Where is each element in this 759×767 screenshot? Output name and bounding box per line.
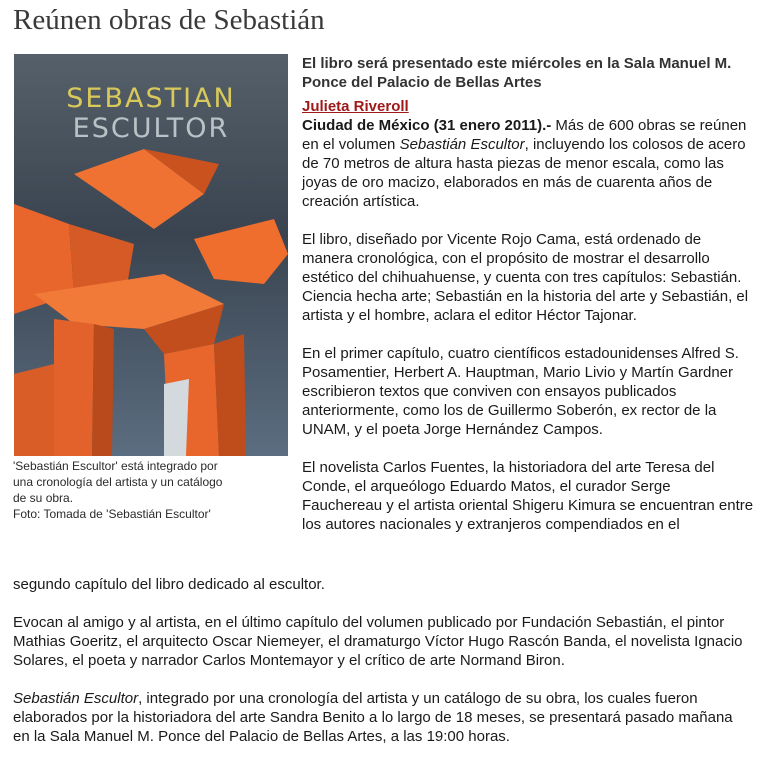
paragraph-4-continued: segundo capítulo del libro dedicado al escultor.: [13, 576, 325, 593]
paragraph-5: Evocan al amigo y al artista, en el último capítulo del volumen publicado por Fundación Sebastián, el pintor Mathias Goeritz, el arquitecto Oscar Niemeyer, el dramaturgo Víctor Hugo Rascón Banda, el novelista Ignacio Solares, el poeta y narrador Carlos Montemayor y el crítico de arte Normand Biron.: [13, 614, 743, 669]
paragraph-3: En el primer capítulo, cuatro científicos estadounidenses Alfred S. Posamentier, Herbert A. Hauptman, Mario Livio y Martín Gardner escribieron textos que conviven con ensayos publicados anteriormente, como los de Guillermo Soberón, ex rector de la UNAM, y el poeta Jorge Hernández Campos.: [302, 345, 739, 438]
photo-credit: Foto: Tomada de 'Sebastián Escultor': [13, 507, 211, 521]
page-title: Reúnen obras de Sebastián: [13, 4, 325, 36]
book-cover-image: [14, 54, 288, 456]
dateline: Ciudad de México (31 enero 2011).-: [302, 117, 552, 134]
p1-text-b: , incluyendo los colosos de acero de 70 metros de altura hasta piezas de menor escala, como las joyas de oro macizo, elaborados en más de cuarenta años de creación artística.: [302, 136, 746, 210]
article-body-full-width: [13, 575, 753, 746]
cover-title-line2: ESCULTOR: [72, 113, 230, 144]
paragraph-1: [302, 116, 754, 211]
paragraph-2: El libro, diseñado por Vicente Rojo Cama, está ordenado de manera cronológica, con el propósito de mostrar el desarrollo estético del chihuahuense, y cuenta con tres capítulos: Sebastián. Ciencia hecha arte; Sebastián en la historia del arte y Sebastián, el artista y el hombre, aclara el editor Héctor Tajonar.: [302, 231, 749, 324]
author-link[interactable]: Julieta Riveroll: [302, 98, 409, 115]
paragraph-4: El novelista Carlos Fuentes, la historiadora del arte Teresa del Conde, el arqueólogo Eduardo Matos, el curador Serge Fauchereau y el artista oriental Shigeru Kimura se encuentran entre los autores nacionales y extranjeros compendiados en el: [302, 459, 754, 533]
p6-text: , integrado por una cronología del artista y un catálogo de su obra, los cuales fueron elaborados por la historiadora del arte Sandra Benito a lo largo de 18 meses, se presentará pasado mañana en la Sala Manuel M. Ponce del Palacio de Bellas Artes, a las 19:00 horas.: [13, 690, 733, 745]
book-title-italic-2: Sebastián Escultor: [13, 690, 139, 707]
caption-text: 'Sebastián Escultor' está integrado por una cronología del artista y un catálogo de su obra.: [13, 459, 223, 505]
cover-title-line1: SEBASTIAN: [66, 83, 236, 114]
p1-text-a: Más de 600 obras se reúnen en el volumen: [302, 117, 747, 153]
book-title-italic: Sebastián Escultor: [399, 136, 525, 153]
image-caption: [13, 458, 225, 522]
article-subtitle: El libro será presentado este miércoles en la Sala Manuel M. Ponce del Palacio de Bellas Artes: [302, 55, 732, 91]
article-column: [302, 54, 754, 534]
paragraph-6: [13, 689, 753, 746]
